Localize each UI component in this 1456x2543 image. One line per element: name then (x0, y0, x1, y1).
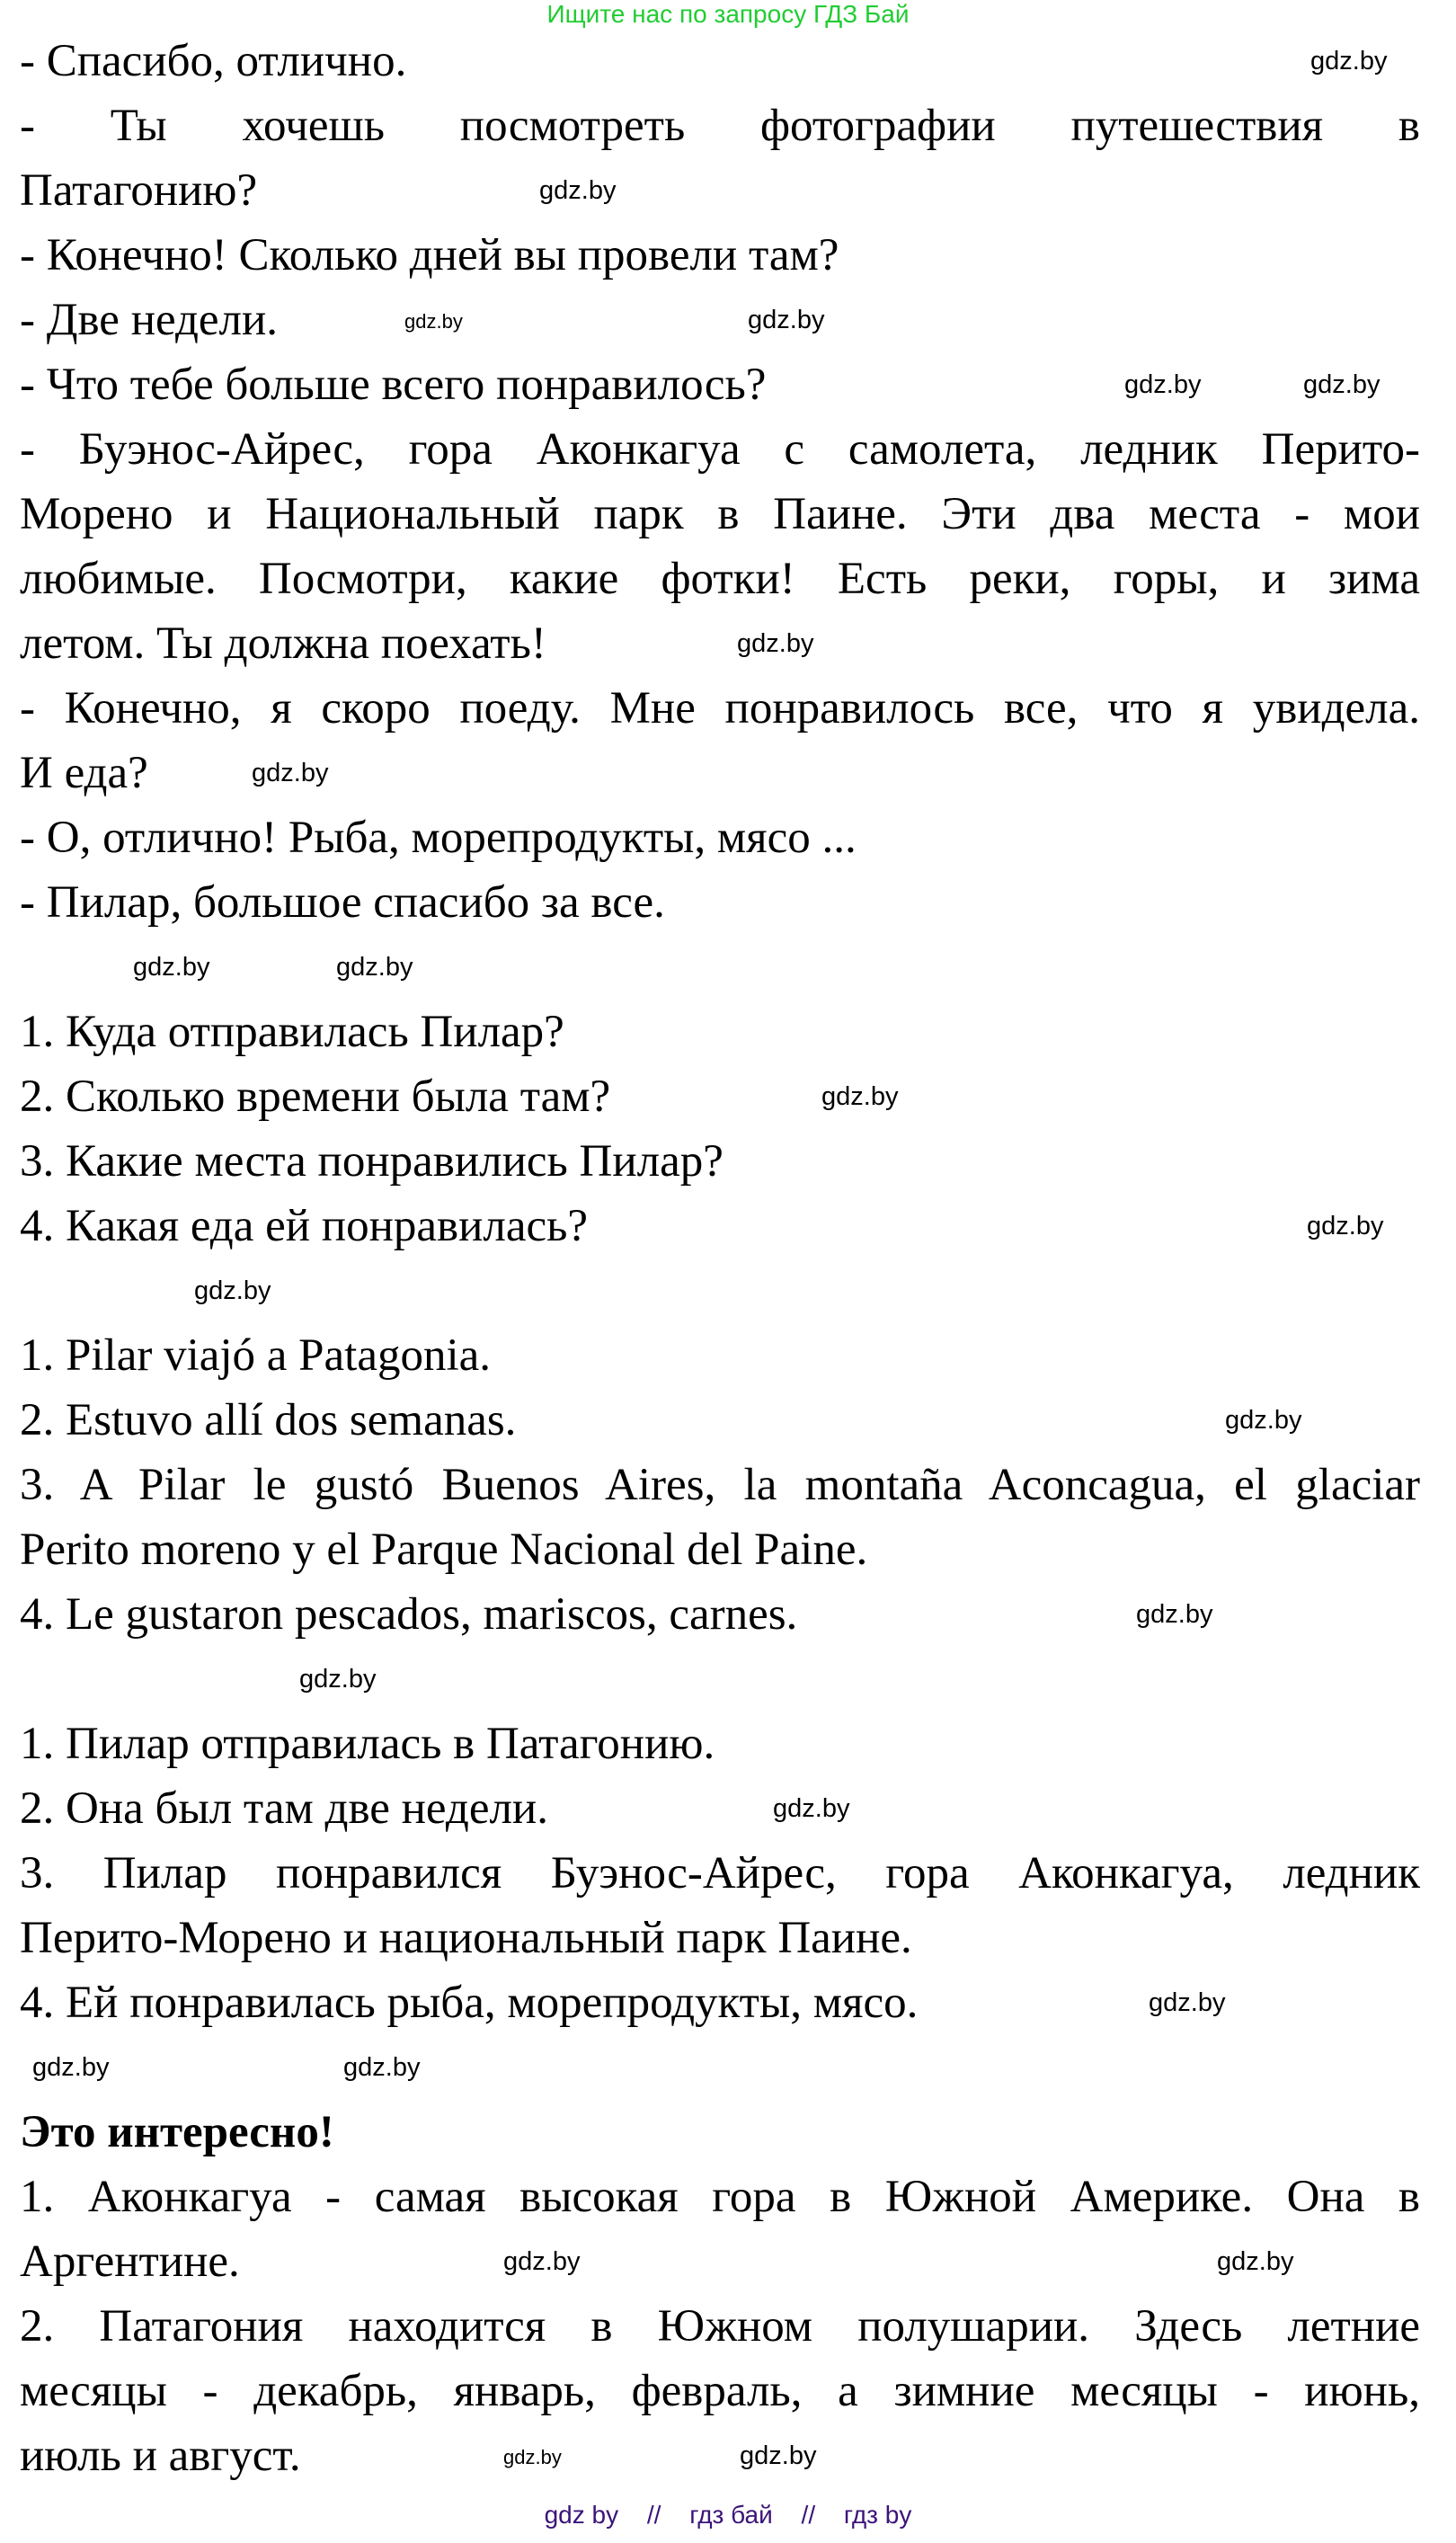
text-line: - Буэнос-Айрес, гора Аконкагуа с самолета, ледник Перито- (20, 424, 1420, 475)
watermark: gdz.by (1303, 370, 1381, 399)
text-line: - Конечно! Сколько дней вы провели там? (20, 230, 839, 280)
text-line: - Спасибо, отлично. (20, 36, 407, 86)
watermark: gdz.by (343, 2053, 421, 2082)
text-line: 2. Она был там две недели. (20, 1783, 548, 1834)
watermark: gdz.by (1307, 1212, 1384, 1240)
watermark: gdz.by (1217, 2247, 1294, 2276)
footer-separator: // (646, 2501, 661, 2529)
text-line: 1. Пилар отправилась в Патагонию. (20, 1719, 715, 1769)
text-line: 4. Ей понравилась рыба, морепродукты, мясо. (20, 1978, 919, 2028)
text-line: 2. Estuvo allí dos semanas. (20, 1395, 517, 1445)
text-line: любимые. Посмотри, какие фотки! Есть реки, горы, и зима (20, 554, 1420, 604)
watermark: gdz.by (336, 953, 413, 982)
text-line: - Что тебе больше всего понравилось? (20, 360, 767, 410)
watermark: gdz.by (1225, 1406, 1302, 1435)
watermark: gdz.by (404, 310, 463, 333)
watermark: gdz.by (503, 2446, 562, 2468)
text-line: - О, отлично! Рыба, морепродукты, мясо ... (20, 813, 857, 863)
text-line: 1. Pilar viajó a Patagonia. (20, 1330, 492, 1381)
watermark: gdz.by (821, 1082, 899, 1111)
watermark: gdz.by (133, 953, 210, 982)
text-line: - Пилар, большое спасибо за все. (20, 877, 665, 928)
footer-link-gdz-by[interactable]: gdz by (544, 2501, 619, 2529)
text-line: Морено и Национальный парк в Паине. Эти два места - мои (20, 489, 1420, 539)
text-line: Аргентине. (20, 2236, 240, 2287)
text-line: летом. Ты должна поехать! (20, 618, 546, 669)
text-line: 4. Le gustaron pescados, mariscos, carnes. (20, 1589, 798, 1640)
watermark: gdz.by (1136, 1600, 1213, 1629)
blank-line (20, 2035, 1420, 2100)
text-line: 3. Пилар понравился Буэнос-Айрес, гора Аконкагуа, ледник (20, 1848, 1420, 1898)
blank-line (20, 935, 1420, 1000)
text-line: месяцы - декабрь, январь, февраль, а зимние месяцы - июнь, (20, 2366, 1420, 2416)
text-line: 1. Аконкагуа - самая высокая гора в Южной Америке. Она в (20, 2172, 1420, 2222)
footer-link-gdz-bai[interactable]: гдз бай (689, 2501, 773, 2529)
document-body (20, 29, 1420, 2488)
text-line: Перито-Морено и национальный парк Паине. (20, 1913, 912, 1963)
blank-line (20, 1647, 1420, 1712)
text-line: Perito moreno y el Parque Nacional del Paine. (20, 1525, 868, 1575)
watermark: gdz.by (299, 1665, 377, 1694)
footer-link-gdz-by-2[interactable]: гдз by (843, 2501, 912, 2529)
text-line: 2. Патагония находится в Южном полушарии. Здесь летние (20, 2301, 1420, 2352)
text-line: 4. Какая еда ей понравилась? (20, 1201, 589, 1251)
text-line: - Конечно, я скоро поеду. Мне понравилось все, что я увидела. (20, 683, 1420, 734)
watermark: gdz.by (773, 1794, 850, 1823)
text-line: 1. Куда отправилась Пилар? (20, 1007, 564, 1057)
section-heading: Это интересно! (20, 2107, 334, 2157)
watermark: gdz.by (1149, 1988, 1226, 2017)
text-line: - Две недели. (20, 295, 279, 345)
text-line: Патагонию? (20, 165, 258, 216)
footer (0, 2501, 1456, 2530)
text-line: июль и август. (20, 2431, 301, 2481)
text-line: И еда? (20, 748, 148, 798)
text-line: - Ты хочешь посмотреть фотографии путешествия в (20, 101, 1420, 151)
watermark: gdz.by (740, 2441, 817, 2470)
search-banner: Ищите нас по запросу ГДЗ Бай (546, 0, 910, 28)
watermark: gdz.by (748, 306, 825, 334)
text-line: 3. A Pilar le gustó Buenos Aires, la montaña Aconcagua, el glaciar (20, 1460, 1420, 1510)
watermark: gdz.by (252, 759, 329, 787)
watermark: gdz.by (1310, 47, 1388, 76)
footer-separator: // (801, 2501, 816, 2529)
watermark: gdz.by (503, 2247, 581, 2276)
text-line: 3. Какие места понравились Пилар? (20, 1136, 724, 1187)
watermark: gdz.by (1124, 370, 1202, 399)
watermark: gdz.by (539, 176, 617, 205)
text-line: 2. Сколько времени была там? (20, 1071, 611, 1122)
watermark: gdz.by (194, 1276, 271, 1305)
watermark: gdz.by (737, 629, 814, 658)
watermark: gdz.by (32, 2053, 110, 2082)
